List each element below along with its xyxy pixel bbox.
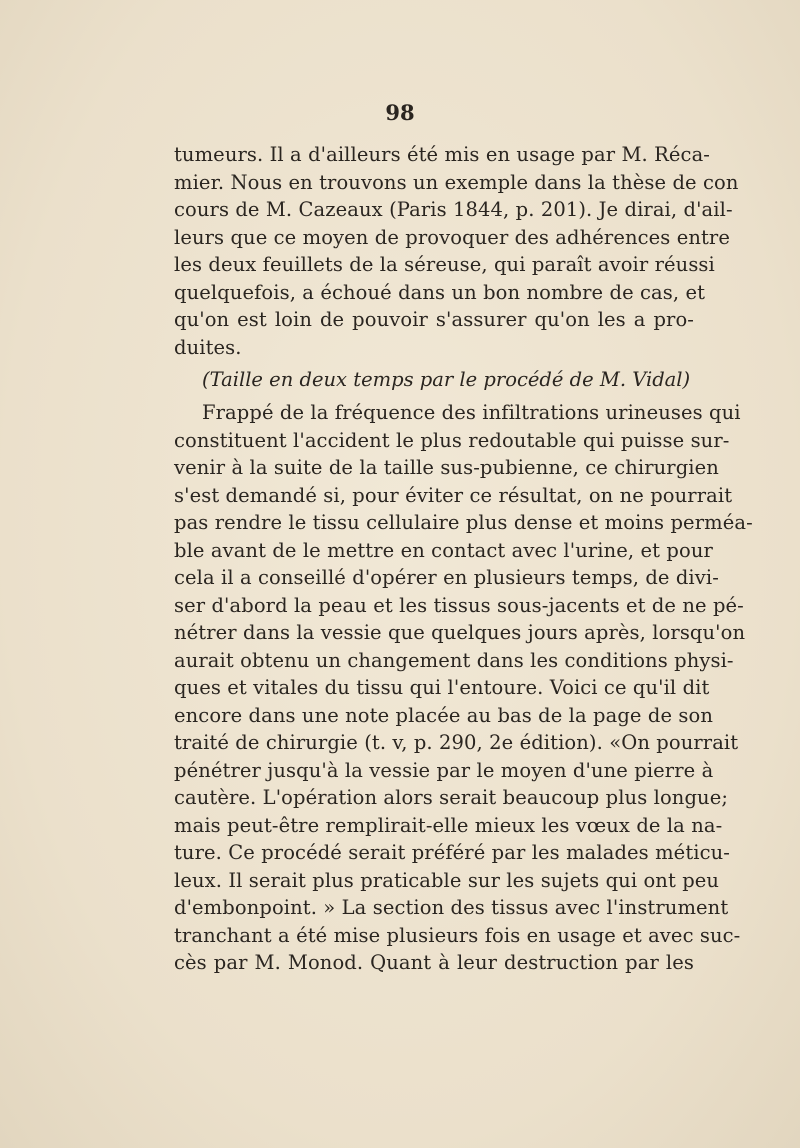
paragraph-line: cela il a conseillé d'opérer en plusieurs temps, de divi- — [174, 566, 719, 589]
text-line: tumeurs. Il a d'ailleurs été mis en usage par M. Réca- — [174, 143, 710, 166]
paragraph-line: venir à la suite de la taille sus-pubienne, ce chirurgien — [174, 456, 719, 479]
paragraph-line: mais peut-être remplirait-elle mieux les vœux de la na- — [174, 813, 723, 837]
paragraph-line: ble avant de le mettre en contact avec l'urine, et pour — [174, 538, 713, 562]
paragraph-line: traité de chirurgie (t. v, p. 290, 2e édition). «On pourrait — [174, 731, 739, 754]
paragraph-line: pas rendre le tissu cellulaire plus dense et moins perméa- — [174, 511, 753, 534]
text-line: cours de M. Cazeaux (Paris 1844, p. 201). Je dirai, d'ail- — [174, 198, 733, 221]
paragraph-line: ture. Ce procédé serait préféré par les malades méticu- — [174, 841, 730, 864]
text-line: qu'on est loin de pouvoir s'assurer qu'on les a pro- — [174, 308, 694, 331]
paragraph-line: Frappé de la fréquence des infiltrations urineuses qui — [202, 401, 741, 424]
paragraph-line: cautère. L'opération alors serait beaucoup plus longue; — [174, 786, 729, 809]
body-text — [174, 141, 753, 977]
page-number: 98 — [385, 100, 415, 125]
text-line: duites. — [174, 335, 242, 359]
paragraph-line: encore dans une note placée au bas de la page de son — [174, 703, 714, 727]
paragraph-line: pénétrer jusqu'à la vessie par le moyen d'une pierre à — [174, 758, 714, 782]
paragraph-line: cès par M. Monod. Quant à leur destruction par les — [174, 951, 694, 974]
text-line: mier. Nous en trouvons un exemple dans la thèse de con — [174, 170, 739, 194]
paragraph-line: leux. Il serait plus praticable sur les sujets qui ont peu — [174, 868, 720, 892]
paragraph-line: ques et vitales du tissu qui l'entoure. Voici ce qu'il dit — [174, 676, 710, 699]
paragraph-line: constituent l'accident le plus redoutable qui puisse sur- — [174, 428, 730, 452]
section-heading: (Taille en deux temps par le procédé de M. Vidal) — [202, 368, 691, 391]
text-line: les deux feuillets de la séreuse, qui paraît avoir réussi — [174, 253, 715, 276]
paragraph-line: tranchant a été mise plusieurs fois en usage et avec suc- — [174, 923, 741, 947]
paragraph-line: ser d'abord la peau et les tissus sous-jacents et de ne pé- — [174, 593, 744, 617]
text-line: quelquefois, a échoué dans un bon nombre de cas, et — [174, 280, 706, 304]
paragraph-line: s'est demandé si, pour éviter ce résultat, on ne pourrait — [174, 483, 733, 507]
paragraph-line: d'embonpoint. » La section des tissus avec l'instrument — [174, 896, 729, 919]
paragraph-line: nétrer dans la vessie que quelques jours après, lorsqu'on — [174, 621, 746, 644]
text-line: leurs que ce moyen de provoquer des adhérences entre — [174, 225, 730, 249]
paragraph-line: aurait obtenu un changement dans les conditions physi- — [174, 648, 734, 672]
